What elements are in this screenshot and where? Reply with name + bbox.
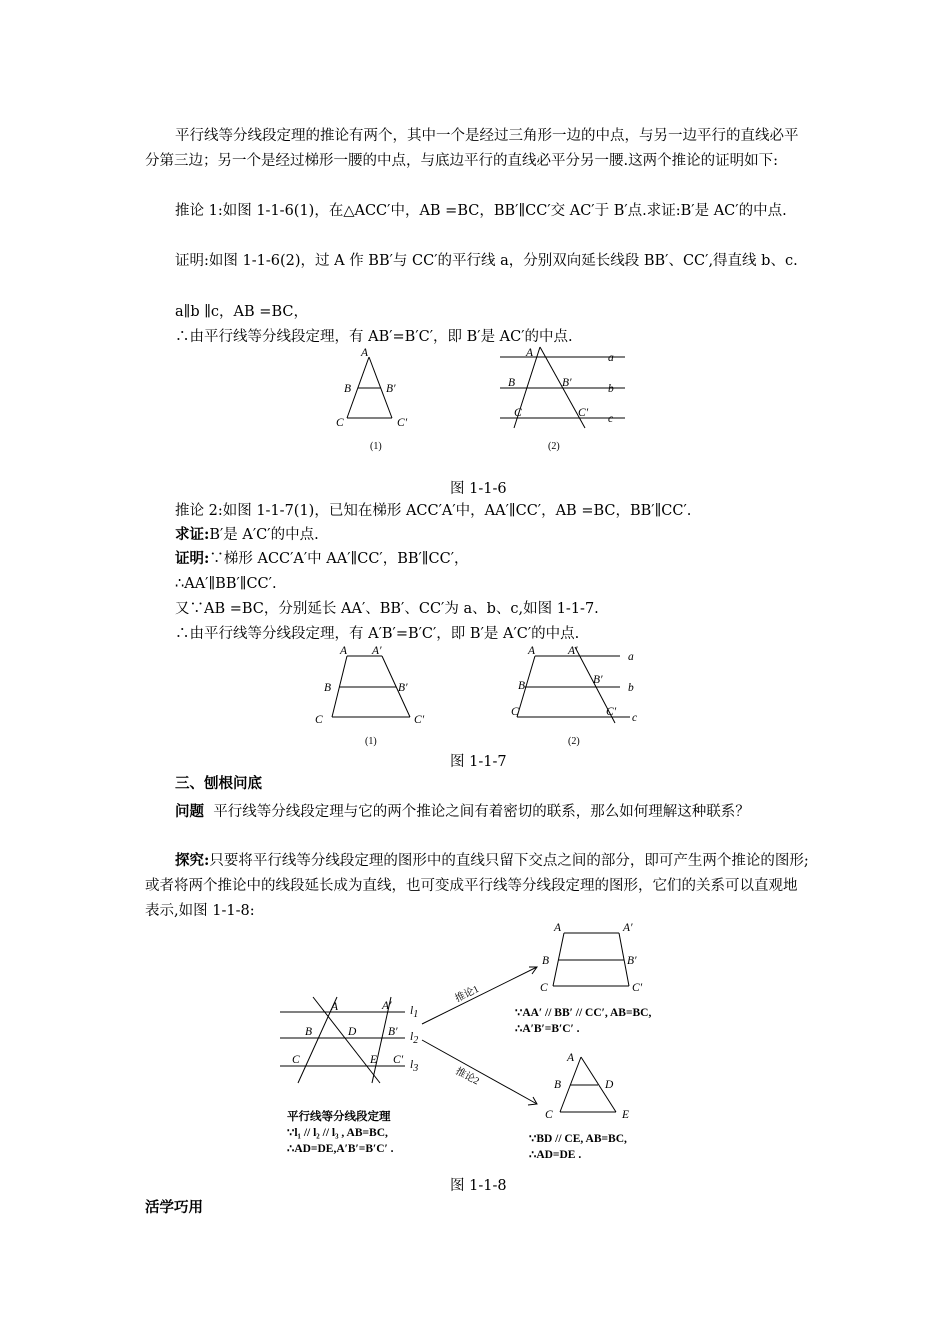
fig6-label-B: B [344, 383, 352, 395]
fig6-2-label-C1: C′ [578, 407, 589, 419]
fig6-2-label-b: b [608, 383, 614, 395]
fig7-label-A1: A′ [372, 645, 382, 657]
fig6-label-B1: B′ [386, 383, 396, 395]
fig7-sub1: (1) [365, 736, 377, 747]
fig7-label-C: C [315, 714, 323, 726]
fig8-label-B1: B′ [388, 1026, 398, 1038]
corollary1-line1: a∥b ∥c，AB =BC， [175, 304, 308, 320]
corollary1-proof: 证明:如图 1-1-6(2)，过 A 作 BB′与 CC′的平行线 a，分别双向延长线段 BB′、CC′,得直线 b、c. [175, 253, 798, 269]
fig8-c1-label-C1: C′ [632, 982, 643, 994]
fig8-theorem-note2: ∴AD=DE,A′B′=B′C′ . [287, 1143, 394, 1155]
fig6-2-label-c: c [608, 413, 614, 425]
fig8-label-l2-sub: 2 [413, 1035, 419, 1046]
fig7-label-C1: C′ [414, 714, 425, 726]
fig7-2-label-B1: B′ [593, 674, 603, 686]
fig8-c1-label-C: C [540, 982, 548, 994]
fig8-arrow-corollary2 [422, 1040, 537, 1104]
corollary1-statement: 推论 1:如图 1-1-6(1)，在△ACC′中，AB =BC，BB′∥CC′交 AC′于 B′点.求证:B′是 AC′的中点. [175, 203, 787, 219]
intro-paragraph: 平行线等分线段定理的推论有两个，其中一个是经过三角形一边的中点，与另一边平行的直线必平分第三边；另一个是经过梯形一腰的中点，与底边平行的直线必平分另一腰.这两个推论的证明如下: [145, 128, 799, 169]
figure-1-1-8 [275, 915, 685, 1165]
fig7-label-B: B [324, 682, 332, 694]
fig8-c2-label-B: B [554, 1079, 562, 1091]
fig7-2-label-C1: C′ [606, 706, 617, 718]
fig7-label-A: A [340, 645, 348, 657]
fig7-label-B1: B′ [398, 682, 408, 694]
fig8-label-C: C [292, 1054, 300, 1066]
fig7-2-label-b: b [628, 682, 634, 694]
fig8-arrow2-label: 推论2 [453, 1065, 481, 1088]
fig8-label-C1: C′ [393, 1054, 404, 1066]
corollary2-prove-label: 求证: [175, 526, 210, 543]
fig8-c1-note1: ∵AA′ // BB′ // CC′, AB=BC, [515, 1007, 652, 1019]
fig7-sub2: (2) [568, 736, 580, 747]
corollary2-proof-line [175, 548, 469, 570]
corollary2-line4: ∴由平行线等分线段定理，有 A′B′=B′C′，即 B′是 A′C′的中点. [175, 626, 580, 642]
fig8-label-A1: A′ [382, 1000, 392, 1012]
figure-1-1-7 [310, 643, 640, 751]
question-paragraph [145, 799, 810, 825]
question-text: 平行线等分线段定理与它的两个推论之间有着密切的联系，那么如何理解这种联系？ [213, 804, 750, 820]
fig7-caption: 图 1-1-7 [450, 754, 507, 770]
fig6-sub2: (2) [548, 441, 560, 452]
fig8-c2-label-C: C [545, 1109, 553, 1121]
explore-paragraph [145, 848, 810, 924]
fig7-2-label-C: C [511, 706, 519, 718]
question-label: 问题 [175, 803, 204, 820]
fig6-2-label-C: C [514, 407, 522, 419]
explore-text: 只要将平行线等分线段定理的图形中的直线只留下交点之间的部分，即可产生两个推论的图形;或者将两个推论中的线段延长成为直线，也可变成平行线等分线段定理的图形，它们的关系可以直观地表示,如图 1-1-8: [145, 853, 809, 919]
fig8-label-l2-base: l [410, 1031, 414, 1043]
fig6-2-label-a: a [608, 352, 614, 364]
fig7-2-label-A1: A′ [568, 645, 578, 657]
fig8-c1-label-A: A [554, 922, 562, 934]
fig8-c2-label-D: D [605, 1079, 614, 1091]
fig8-c2-note2: ∴AD=DE . [529, 1149, 582, 1161]
corollary2-prove-line [175, 524, 319, 546]
fig8-label-E: E [370, 1054, 378, 1066]
fig8-caption: 图 1-1-8 [450, 1178, 507, 1194]
fig6-sub1: (1) [370, 441, 382, 452]
fig8-label-l1-base: l [410, 1005, 414, 1017]
fig6-label-C1: C′ [397, 417, 408, 429]
fig8-label-l1 [410, 1005, 418, 1020]
fig8-c1-label-B: B [542, 955, 550, 967]
fig8-label-l2 [410, 1031, 418, 1046]
fig8-c2-label-A: A [567, 1052, 575, 1064]
fig6-2-label-A: A [526, 347, 534, 359]
corollary2-line2: ∴AA′∥BB′∥CC′. [175, 576, 277, 592]
fig8-theorem-title: 平行线等分线段定理 [287, 1111, 391, 1123]
fig8-c2-label-E: E [622, 1109, 630, 1121]
fig8-theorem-note1: ∵l₁ // l₂ // l₃ , AB=BC, [287, 1127, 388, 1139]
corollary1-line2: ∴由平行线等分线段定理，有 AB′=B′C′，即 B′是 AC′的中点. [175, 329, 573, 345]
fig8-c2-note1: ∵BD // CE, AB=BC, [529, 1133, 627, 1145]
section3-title: 三、刨根问底 [175, 775, 262, 792]
fig6-caption: 图 1-1-6 [450, 481, 507, 497]
fig7-2-label-B: B [518, 680, 526, 692]
fig8-label-l3-base: l [410, 1059, 414, 1071]
fig6-2-label-B: B [508, 377, 516, 389]
figure-1-1-6 [330, 345, 630, 455]
corollary2-proof-text: ∵梯形 ACC′A′中 AA′∥CC′，BB′∥CC′， [209, 551, 469, 567]
fig8-arrow1-label: 推论1 [453, 983, 481, 1005]
fig8-c1-label-B1: B′ [627, 955, 637, 967]
fig8-c1-note2: ∴A′B′=B′C′ . [515, 1023, 580, 1035]
explore-label: 探究: [175, 852, 210, 869]
corollary2-statement: 推论 2:如图 1-1-7(1)，已知在梯形 ACC′A′中，AA′∥CC′，AB =BC，BB′∥CC′. [175, 503, 692, 519]
fig8-transversal-1 [313, 997, 380, 1083]
fig7-2-label-c: c [632, 712, 638, 724]
fig7-2-label-a: a [628, 651, 634, 663]
fig6-label-C: C [336, 417, 344, 429]
fig8-label-B: B [305, 1026, 313, 1038]
fig7-2-label-A: A [528, 645, 536, 657]
fig8-label-l3 [410, 1059, 418, 1074]
fig6-label-A: A [361, 347, 369, 359]
fig8-label-D: D [348, 1026, 357, 1038]
fig8-label-l3-sub: 3 [413, 1063, 419, 1074]
fig8-label-A: A [331, 1001, 339, 1013]
corollary2-prove-text: B′是 A′C′的中点. [209, 527, 319, 543]
fig6-2-label-B1: B′ [562, 377, 572, 389]
corollary2-line3: 又∵AB =BC，分别延长 AA′、BB′、CC′为 a、b、c,如图 1-1-7. [175, 601, 599, 617]
fig8-label-l1-sub: 1 [413, 1009, 419, 1020]
fig8-c1-label-A1: A′ [623, 922, 633, 934]
footer-heading: 活学巧用 [145, 1199, 203, 1216]
corollary2-proof-label: 证明: [175, 550, 210, 567]
